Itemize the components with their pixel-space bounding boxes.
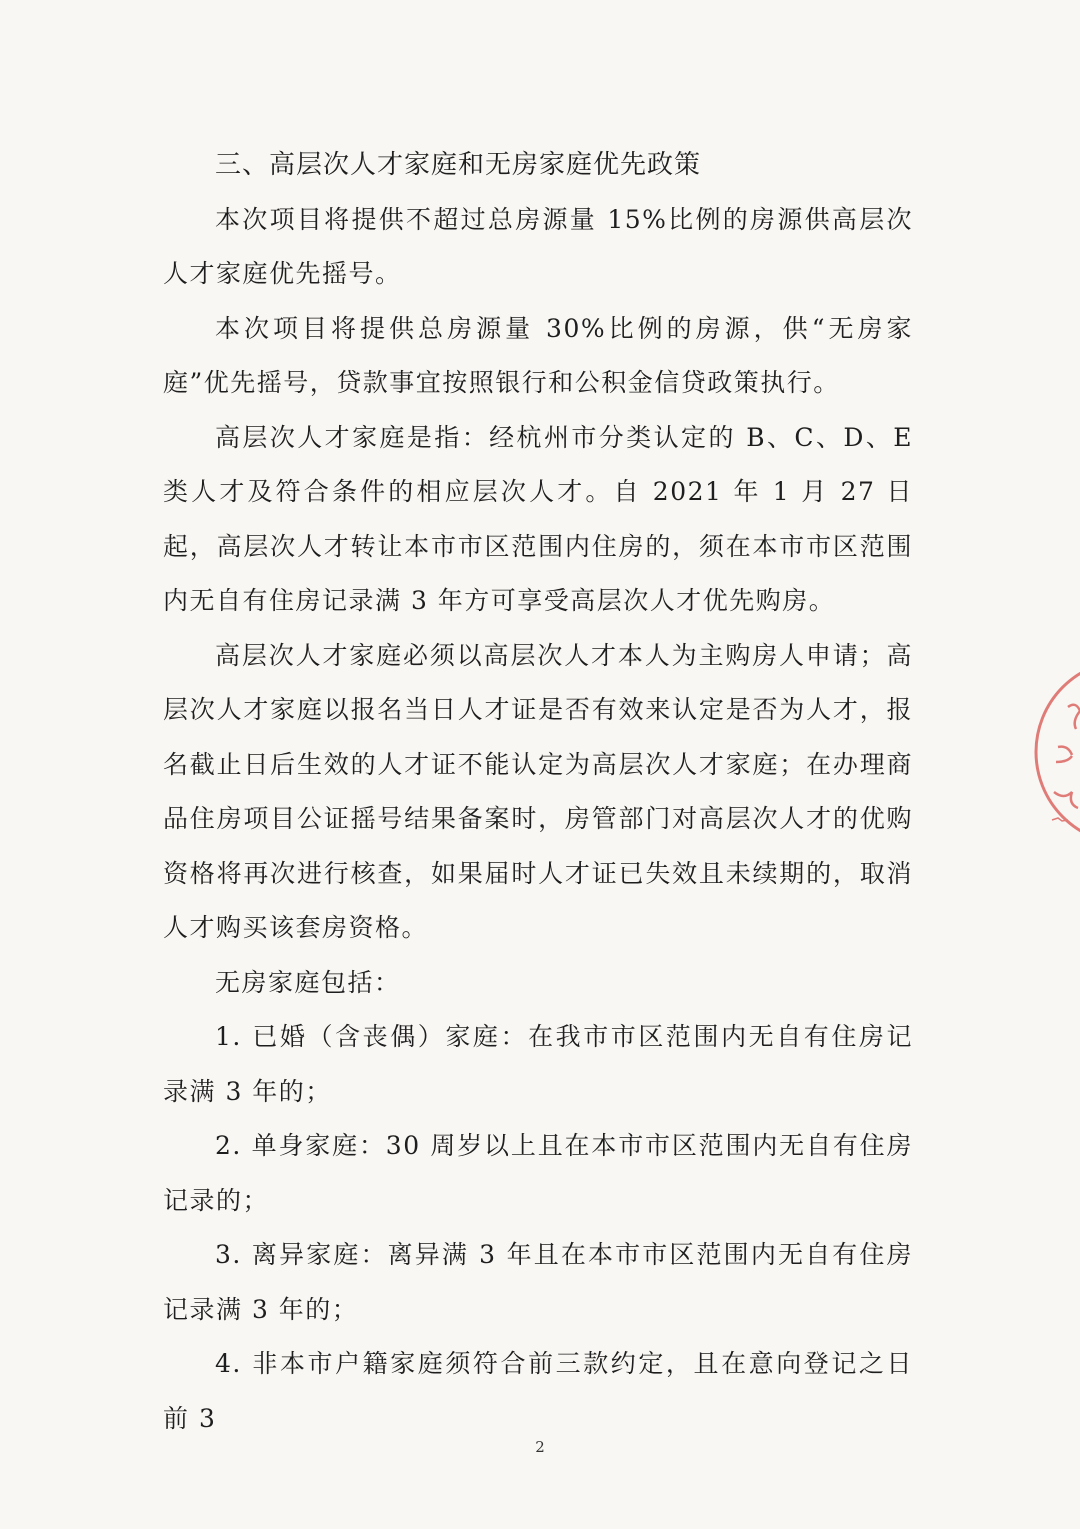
official-seal [1028,652,1080,852]
list-item-non-local: 4. 非本市户籍家庭须符合前三款约定，且在意向登记之日前 3 [163,1349,913,1433]
section-heading: 三、高层次人才家庭和无房家庭优先政策 [215,150,702,180]
paragraph-no-house-quota: 本次项目将提供总房源量 30%比例的房源，供“无房家庭”优先摇号，贷款事宜按照银行和公积金信贷政策执行。 [163,313,913,397]
paragraph-talent-application: 高层次人才家庭必须以高层次人才本人为主购房人申请；高层次人才家庭以报名当日人才证是否有效来认定是否为人才，报名截止日后生效的人才证不能认定为高层次人才家庭；在办理商品住房项目公证摇号结果备案时，房管部门对高层次人才的优购资格将再次进行核查，如果届时人才证已失效且未续期的，取消人才购买该套房资格。 [163,640,913,942]
paragraph-no-house-intro: 无房家庭包括： [215,967,401,997]
list-item-divorced: 3. 离异家庭：离异满 3 年且在本市市区范围内无自有住房记录满 3 年的； [163,1240,913,1324]
list-item-married: 1. 已婚（含丧偶）家庭：在我市市区范围内无自有住房记录满 3 年的； [163,1022,913,1106]
paragraph-talent-definition: 高层次人才家庭是指：经杭州市分类认定的 B、C、D、E 类人才及符合条件的相应层次人才。自 2021 年 1 月 27 日起，高层次人才转让本市市区范围内住房的，须在本市市区范围内无自有住房记录满 3 年方可享受高层次人才优先购房。 [163,422,913,615]
paragraph-talent-quota: 本次项目将提供不超过总房源量 15%比例的房源供高层次人才家庭优先摇号。 [163,204,913,288]
list-item-single: 2. 单身家庭：30 周岁以上且在本市市区范围内无自有住房记录的； [163,1131,913,1215]
page-number: 2 [535,1438,545,1456]
document-body [163,138,913,1446]
